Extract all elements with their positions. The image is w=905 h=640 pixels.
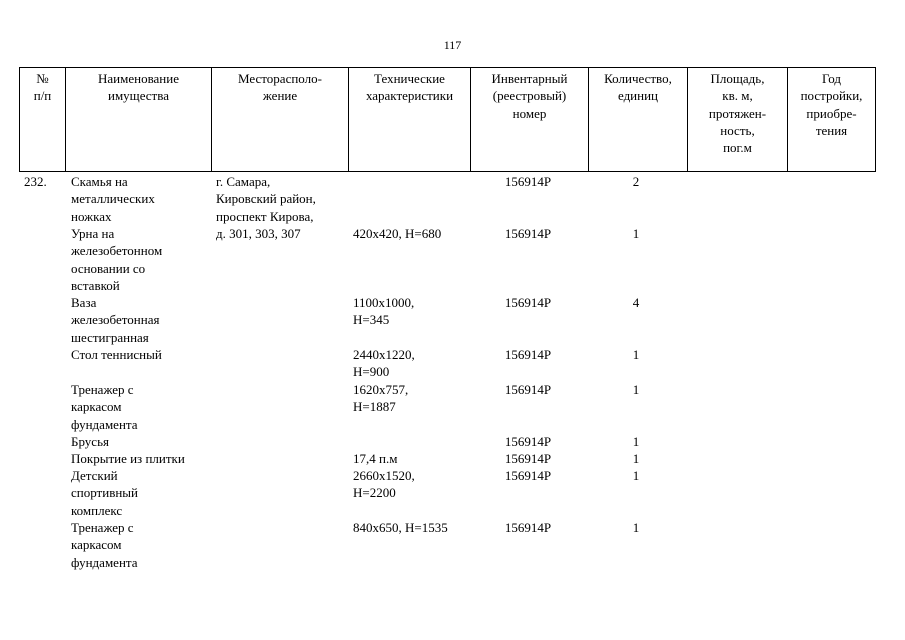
item-inventory: 156914Р [504,468,552,483]
item-name: Тренажер с каркасом фундамента [71,520,138,570]
header-col-area: Площадь, кв. м, протяжен- ность, пог.м [687,68,787,171]
header-col-inventory: Инвентарный (реестровый) номер [470,68,588,171]
header-col-year: Год постройки, приобре- тения [787,68,875,171]
item-tech: 420х420, Н=680 [353,226,442,241]
item-inventory: 156914Р [504,174,552,189]
item-quantity: 1 [632,451,640,466]
item-inventory: 156914Р [504,295,552,310]
header-col-location: Месторасполо- жение [211,68,348,171]
item-name: Ваза железобетонная шестигранная [71,295,160,345]
item-name: Покрытие из плитки [71,451,185,466]
item-name: Скамья на металлических ножках [71,174,155,224]
item-inventory: 156914Р [504,347,552,362]
item-quantity: 1 [632,520,640,535]
item-quantity: 1 [632,468,640,483]
item-tech: 1100х1000, Н=345 [353,295,415,328]
entry-location: г. Самара, Кировский район, проспект Кирова, д. 301, 303, 307 [216,174,316,241]
item-quantity: 1 [632,226,640,241]
item-quantity: 1 [632,347,640,362]
item-name: Стол теннисный [71,347,162,362]
table-header [19,67,876,172]
item-inventory: 156914Р [504,520,552,535]
item-tech: 17,4 п.м [353,451,398,466]
header-col-name: Наименование имущества [65,68,211,171]
item-quantity: 2 [632,174,640,189]
header-col-tech: Технические характеристики [348,68,470,171]
item-tech: 2440х1220, Н=900 [353,347,415,380]
item-inventory: 156914Р [504,382,552,397]
item-quantity: 1 [632,434,640,449]
item-name: Тренажер с каркасом фундамента [71,382,138,432]
entry-number: 232. [24,174,47,189]
item-name: Брусья [71,434,109,449]
item-quantity: 1 [632,382,640,397]
item-name: Урна на железобетонном основании со вставкой [71,226,163,293]
item-quantity: 4 [632,295,640,310]
header-col-quantity: Количество, единиц [588,68,687,171]
header-col-number: № п/п [33,71,52,104]
item-name: Детский спортивный комплекс [71,468,138,518]
page-number: 117 [443,38,462,52]
item-tech: 2660х1520, Н=2200 [353,468,415,501]
item-tech: 1620х757, Н=1887 [353,382,409,415]
item-inventory: 156914Р [504,434,552,449]
item-inventory: 156914Р [504,451,552,466]
item-tech: 840х650, Н=1535 [353,520,448,535]
item-inventory: 156914Р [504,226,552,241]
